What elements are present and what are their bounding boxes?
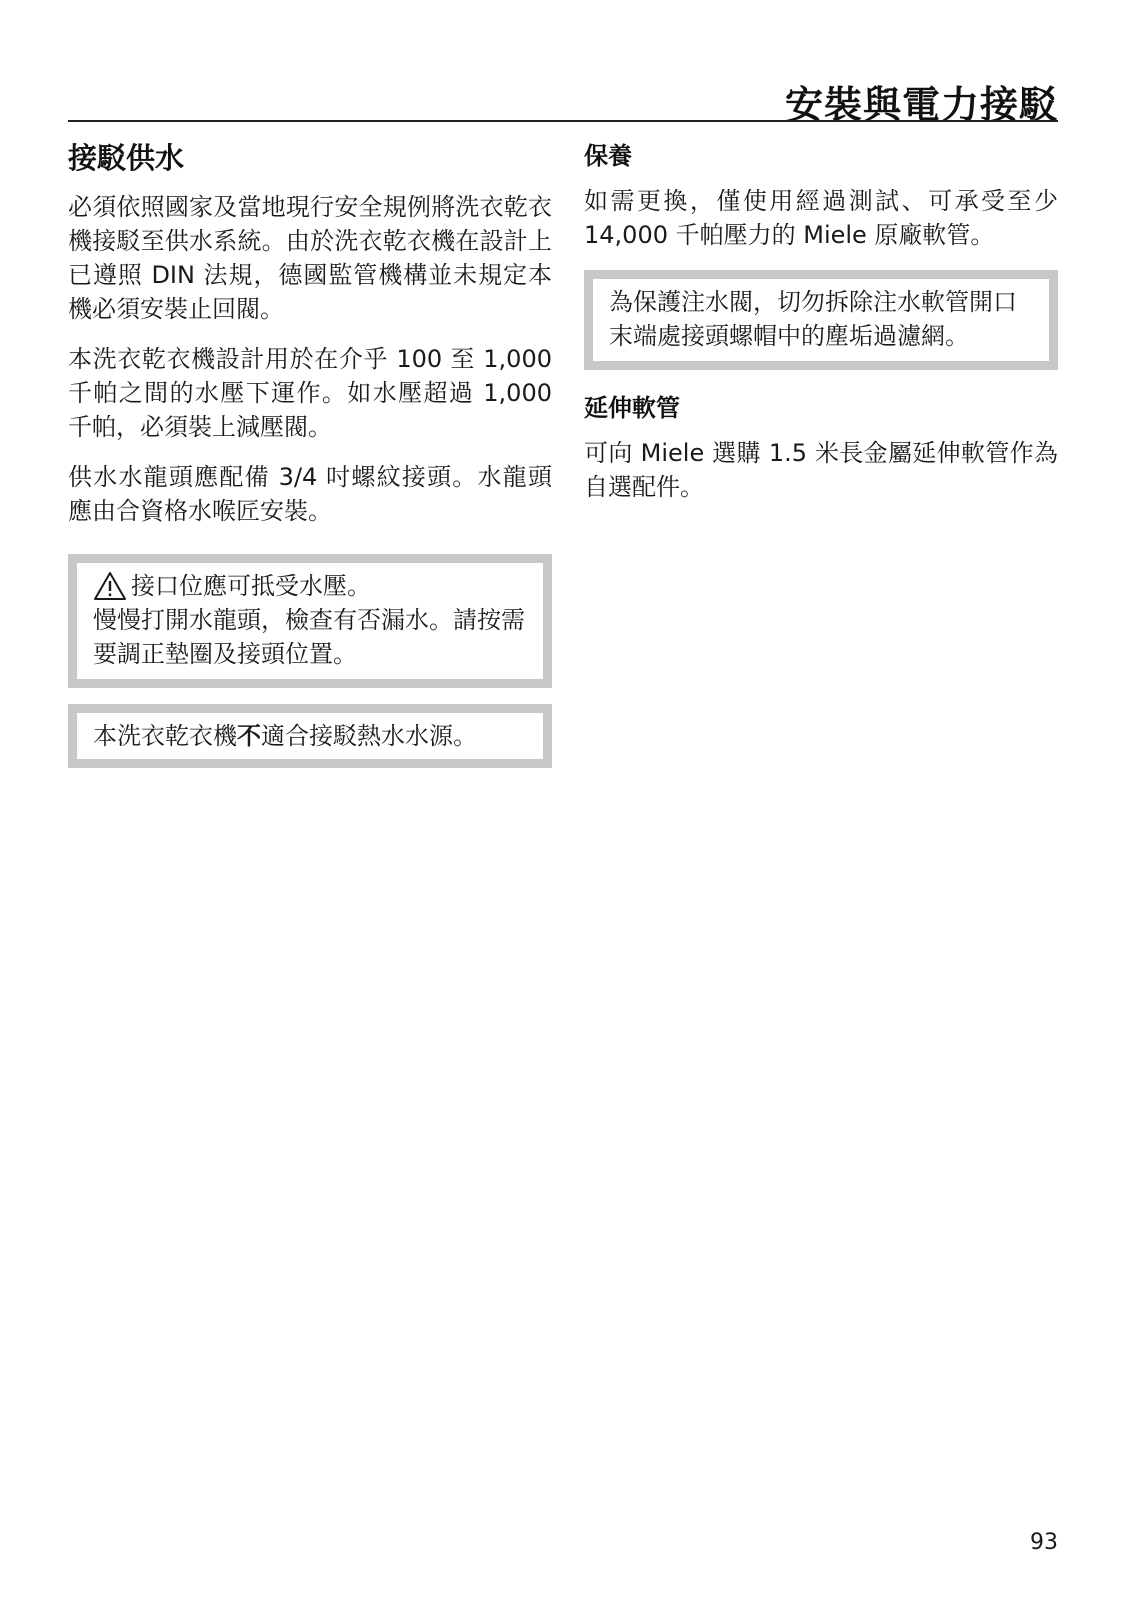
water-connection-paragraph-1: 必須依照國家及當地現行安全規例將洗衣乾衣機接駁至供水系統。由於洗衣乾衣機在設計上已遵照 DIN 法規，德國監管機構並未規定本機必須安裝止回閥。 [68, 193, 552, 323]
hot-water-notice-after: 適合接駁熱水水源。 [261, 722, 477, 750]
header-divider [68, 120, 1058, 122]
hot-water-notice-emphasis: 不 [237, 722, 261, 750]
warning-triangle-icon [93, 571, 127, 601]
right-column [584, 140, 1058, 520]
water-connection-paragraph-3: 供水水龍頭應配備 3/4 吋螺紋接頭。水龍頭應由合資格水喉匠安裝。 [68, 463, 552, 525]
extension-hose-heading: 延伸軟管 [584, 394, 680, 422]
hot-water-notice-before: 本洗衣乾衣機 [93, 722, 237, 750]
warning-text-line-1: 接口位應可抵受水壓。 [131, 572, 371, 600]
care-heading: 保養 [584, 142, 632, 170]
water-connection-heading: 接駁供水 [68, 141, 185, 175]
warning-line [93, 569, 529, 603]
water-connection-paragraph-2: 本洗衣乾衣機設計用於在介乎 100 至 1,000 千帕之間的水壓下運作。如水壓超過 1,000 千帕，必須裝上減壓閥。 [68, 345, 552, 441]
page-header-title: 安裝與電力接駁 [784, 83, 1058, 127]
extension-hose-paragraph: 可向 Miele 選購 1.5 米長金屬延伸軟管作為自選配件。 [584, 439, 1058, 501]
left-column [68, 140, 552, 768]
care-paragraph: 如需更換，僅使用經過測試、可承受至少 14,000 千帕壓力的 Miele 原廠軟管。 [584, 187, 1058, 249]
filter-notice-text: 為保護注水閥，切勿拆除注水軟管開口末端處接頭螺帽中的塵垢過濾網。 [609, 288, 1017, 350]
filter-notice-box [584, 270, 1058, 370]
hot-water-notice-box [68, 704, 552, 768]
page-number: 93 [1030, 1530, 1058, 1555]
warning-text-line-2: 慢慢打開水龍頭，檢查有否漏水。請按需要調正墊圈及接頭位置。 [93, 606, 525, 668]
pressure-warning-box [68, 554, 552, 688]
